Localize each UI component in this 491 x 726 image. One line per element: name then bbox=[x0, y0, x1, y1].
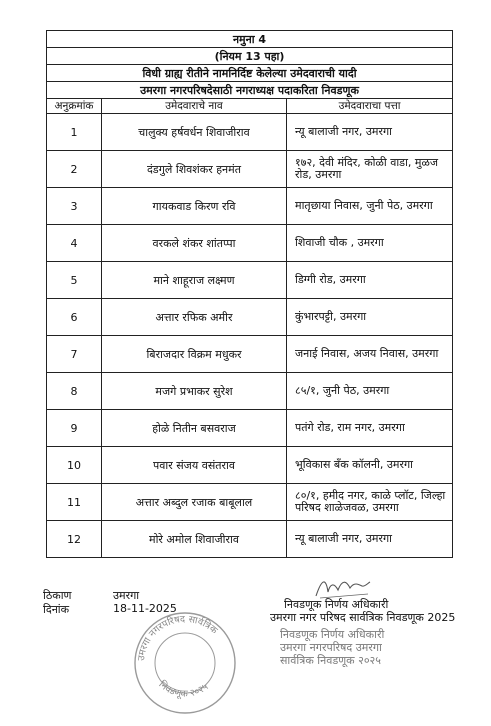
serial-number-cell: 6 bbox=[47, 299, 102, 336]
serial-number-cell: 11 bbox=[47, 484, 102, 521]
candidate-list-table bbox=[46, 30, 453, 558]
form-number-row bbox=[47, 31, 453, 48]
candidate-name-cell: माने शाहूराज लक्ष्मण bbox=[102, 262, 287, 299]
candidate-address-cell: ८०/१, हमीद नगर, काळे प्लॉट, जिल्हा परिषद शाळेजवळ, उमरगा bbox=[287, 484, 453, 521]
candidate-address-cell: १७२, देवी मंदिर, कोळी वाडा, मुळज रोड, उमरगा bbox=[287, 151, 453, 188]
table-row bbox=[47, 447, 453, 484]
table-row bbox=[47, 151, 453, 188]
candidate-name-cell: दंडगुले शिवशंकर हनमंत bbox=[102, 151, 287, 188]
column-header-address: उमेदवाराचा पत्ता bbox=[287, 99, 453, 114]
officer-subtitle: उमरगा नगर परिषद सार्वत्रिक निवडणूक 2025 bbox=[270, 611, 456, 624]
table-row bbox=[47, 521, 453, 558]
table-row bbox=[47, 225, 453, 262]
candidate-name-cell: होळे नितीन बसवराज bbox=[102, 410, 287, 447]
svg-text:उमरगा नगरपरिषद सार्वत्रिक bbox=[136, 614, 220, 661]
table-row bbox=[47, 262, 453, 299]
stamp-line-1: निवडणूक निर्णय अधिकारी bbox=[280, 628, 385, 641]
officer-block bbox=[270, 598, 455, 624]
candidate-address-cell: डिग्गी रोड, उमरगा bbox=[287, 262, 453, 299]
candidate-address-cell: कुंभारपट्टी, उमरगा bbox=[287, 299, 453, 336]
column-header-row bbox=[47, 99, 453, 114]
candidate-name-cell: गायकवाड किरण रवि bbox=[102, 188, 287, 225]
serial-number-cell: 1 bbox=[47, 114, 102, 151]
place-value: उमरगा bbox=[113, 589, 140, 602]
candidate-rows bbox=[47, 114, 453, 558]
date-value: 18-11-2025 bbox=[113, 602, 177, 615]
candidate-name-cell: पवार संजय वसंतराव bbox=[102, 447, 287, 484]
officer-title: निवडणूक निर्णय अधिकारी bbox=[284, 598, 389, 611]
date-label: दिनांक bbox=[43, 603, 70, 616]
table-row bbox=[47, 373, 453, 410]
table-row bbox=[47, 114, 453, 151]
candidate-name-cell: मजगे प्रभाकर सुरेश bbox=[102, 373, 287, 410]
candidate-name-cell: अत्तार अब्दुल रजाक बाबूलाल bbox=[102, 484, 287, 521]
candidate-address-cell: न्यू बालाजी नगर, उमरगा bbox=[287, 114, 453, 151]
stamp-line-2: उमरगा नगरपरिषद उमरगा bbox=[280, 641, 382, 654]
candidate-name-cell: मोरे अमोल शिवाजीराव bbox=[102, 521, 287, 558]
serial-number-cell: 2 bbox=[47, 151, 102, 188]
officer-stamp bbox=[280, 628, 384, 667]
stamp-line-3: सार्वत्रिक निवडणूक २०२५ bbox=[280, 654, 381, 667]
candidate-address-cell: पतंगे रोड, राम नगर, उमरगा bbox=[287, 410, 453, 447]
table-row bbox=[47, 410, 453, 447]
svg-text:निवडणूक २०२५ bbox=[156, 678, 210, 699]
candidate-name-cell: वरकले शंकर शांतप्पा bbox=[102, 225, 287, 262]
serial-number-cell: 12 bbox=[47, 521, 102, 558]
column-header-sn: अनुक्रमांक bbox=[47, 99, 102, 114]
serial-number-cell: 7 bbox=[47, 336, 102, 373]
rule-row bbox=[47, 48, 453, 65]
candidate-address-cell: ८५/१, जुनी पेठ, उमरगा bbox=[287, 373, 453, 410]
serial-number-cell: 5 bbox=[47, 262, 102, 299]
seal-top-text: उमरगा नगरपरिषद सार्वत्रिक bbox=[136, 613, 220, 662]
candidate-address-cell: भूविकास बँक कॉलनी, उमरगा bbox=[287, 447, 453, 484]
serial-number-cell: 8 bbox=[47, 373, 102, 410]
candidate-address-cell: मातृछाया निवास, जुनी पेठ, उमरगा bbox=[287, 188, 453, 225]
table-row bbox=[47, 484, 453, 521]
serial-number-cell: 9 bbox=[47, 410, 102, 447]
candidate-name-cell: चालुक्य हर्षवर्धन शिवाजीराव bbox=[102, 114, 287, 151]
title-row bbox=[47, 65, 453, 82]
candidate-address-cell: जनाई निवास, अजय निवास, उमरगा bbox=[287, 336, 453, 373]
serial-number-cell: 10 bbox=[47, 447, 102, 484]
candidate-address-cell: न्यू बालाजी नगर, उमरगा bbox=[287, 521, 453, 558]
candidate-name-cell: अत्तार रफिक अमीर bbox=[102, 299, 287, 336]
serial-number-cell: 4 bbox=[47, 225, 102, 262]
candidate-address-cell: शिवाजी चौक , उमरगा bbox=[287, 225, 453, 262]
candidate-name-cell: बिराजदार विक्रम मधुकर bbox=[102, 336, 287, 373]
subtitle-row bbox=[47, 82, 453, 99]
serial-number-cell: 3 bbox=[47, 188, 102, 225]
document-title: विधी ग्राह्य रीतीने नामनिर्दिष्ट केलेल्या उमेदवाराची यादी bbox=[47, 65, 453, 82]
rule-reference: (नियम 13 पहा) bbox=[47, 48, 453, 65]
table-row bbox=[47, 299, 453, 336]
place-row bbox=[43, 588, 177, 602]
seal-bottom-text: निवडणूक २०२५ bbox=[156, 679, 211, 700]
office-seal bbox=[130, 605, 240, 715]
place-label: ठिकाण bbox=[43, 589, 72, 602]
column-header-name: उमेदवाराचे नाव bbox=[102, 99, 287, 114]
form-number: नमुना 4 bbox=[47, 31, 453, 48]
table-row bbox=[47, 336, 453, 373]
table-row bbox=[47, 188, 453, 225]
document-subtitle: उमरगा नगरपरिषदेसाठी नगराध्यक्ष पदाकरिता निवडणूक bbox=[47, 82, 453, 99]
